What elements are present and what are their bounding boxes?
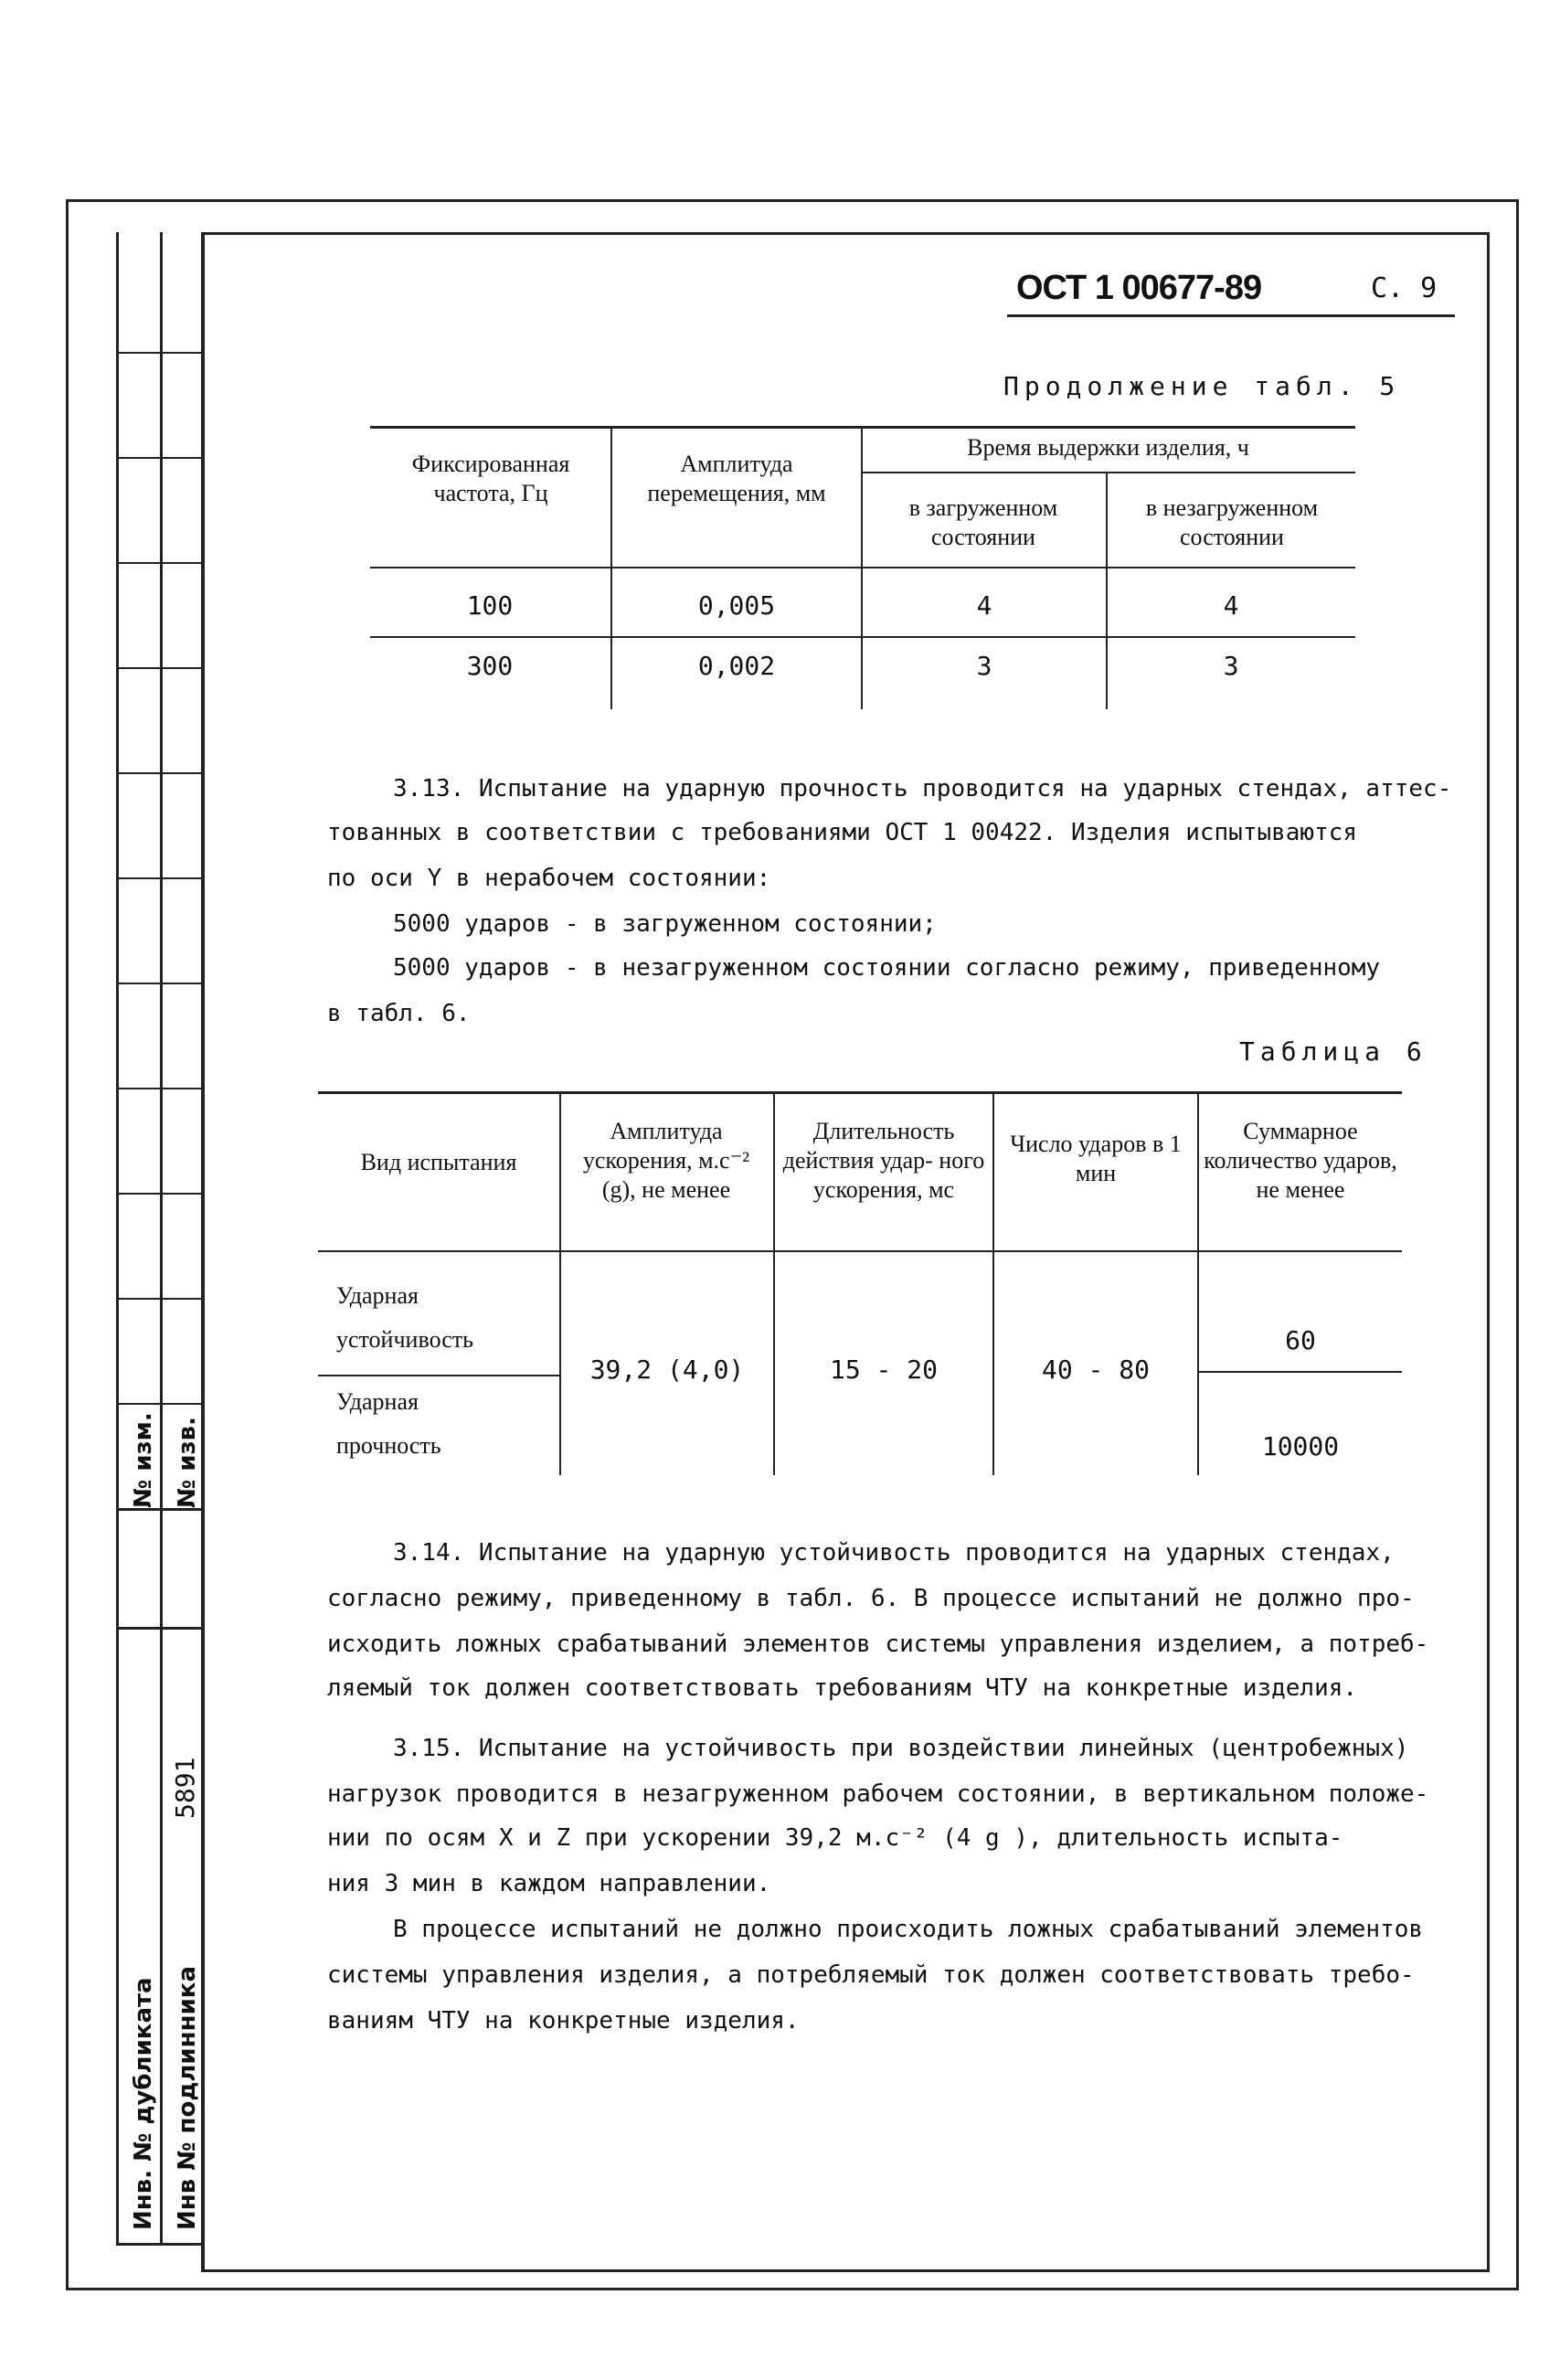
original-inventory-label: Инв № подлинника [174, 1966, 201, 2230]
table6-col-rule [992, 1091, 994, 1475]
row-impact-strength: Ударная [336, 1388, 419, 1415]
table6-total-stability: 60 [1285, 1325, 1316, 1355]
paragraph-line: нагрузок проводится в незагруженном рабочем состоянии, в вертикальном положе- [327, 1780, 1429, 1808]
paragraph-line: 3.13. Испытание на ударную прочность проводится на ударных стендах, аттес- [393, 775, 1452, 802]
table6-rule [318, 1250, 1402, 1252]
table6-header-duration: Длительность действия удар- ного ускорения, мс [782, 1118, 985, 1203]
table5-header-exposure-time: Время выдержки изделия, ч [967, 434, 1249, 461]
strip-rule [116, 877, 203, 879]
strip-divider [160, 232, 163, 2243]
table6-col-rule [773, 1091, 775, 1475]
row-impact-stability: Ударная [336, 1282, 419, 1309]
izm-label: № изм. [130, 1412, 157, 1508]
table5-cell: 3 [976, 651, 992, 681]
strip-divider [116, 232, 119, 2243]
izv-label: № изв. [174, 1417, 201, 1508]
table6-rule [318, 1375, 559, 1376]
row-impact-stability: устойчивость [336, 1326, 473, 1353]
table5-header-loaded: в загруженном состоянии [908, 494, 1058, 550]
table5-cell: 4 [976, 590, 992, 621]
table6-total-strength: 10000 [1261, 1431, 1340, 1461]
paragraph-line: согласно режиму, приведенному в табл. 6. В процессе испытаний не должно про- [327, 1585, 1415, 1612]
table5-cell: 0,005 [697, 590, 776, 621]
paragraph-line: в табл. 6. [327, 1000, 471, 1027]
strip-rule [116, 562, 203, 564]
paragraph-line: нии по осям X и Z при ускорении 39,2 м.с⁻² (4 g ), длительность испыта- [327, 1824, 1343, 1852]
table5-header-unloaded: в незагруженном состоянии [1145, 494, 1319, 550]
table6-rate-value: 40 - 80 [1041, 1355, 1150, 1385]
table6-rule [318, 1091, 1402, 1094]
table6-header-test-type: Вид испытания [360, 1149, 517, 1175]
table6-caption: Таблица 6 [1239, 1036, 1427, 1067]
strip-rule [116, 1193, 203, 1195]
strip-rule [116, 983, 203, 984]
original-inventory-number: 5891 [170, 1757, 200, 1819]
paragraph-line: по оси Y в нерабочем состоянии: [327, 865, 771, 892]
table5-cell: 3 [1223, 651, 1239, 681]
strip-bottom [116, 2243, 203, 2246]
paragraph-line: тованных в соответствии с требованиями ОСТ 1 00422. Изделия испытываются [327, 819, 1358, 846]
paragraph-line: В процессе испытаний не должно происходить ложных срабатываний элементов [393, 1916, 1424, 1943]
paragraph-line: 3.15. Испытание на устойчивость при воздействии линейных (центробежных) [393, 1735, 1409, 1762]
table6-rule [1197, 1371, 1402, 1373]
header-underline [1007, 314, 1455, 317]
table5-header-frequency: Фиксированная частота, Гц [411, 451, 570, 506]
table5-cell: 0,002 [697, 651, 776, 681]
strip-rule [116, 457, 203, 459]
table5-caption: Продолжение табл. 5 [1003, 371, 1401, 401]
paragraph-line: системы управления изделия, а потребляемый ток должен соответствовать требо- [327, 1961, 1415, 1989]
table5-rule [370, 426, 1355, 429]
table6-header-total: Суммарное количество ударов, не менее [1204, 1118, 1397, 1203]
table5-rule [370, 567, 1355, 568]
table6-col-rule [559, 1091, 561, 1475]
table6-duration-value: 15 - 20 [829, 1355, 938, 1385]
row-impact-strength: прочность [336, 1432, 441, 1459]
table6-header-rate: Число ударов в 1 мин [1010, 1131, 1182, 1186]
paragraph-line: 5000 ударов - в незагруженном состоянии согласно режиму, приведенному [393, 954, 1381, 982]
paragraph-line: ния 3 мин в каждом направлении. [327, 1870, 771, 1897]
strip-rule [116, 1627, 203, 1630]
table6-amplitude-value: 39,2 (4,0) [589, 1355, 745, 1385]
paragraph-line: исходить ложных срабатываний элементов системы управления изделием, а потреб- [327, 1631, 1429, 1658]
duplicate-inventory-label: Инв. № дубликата [130, 1977, 157, 2230]
paragraph-line: ваниям ЧТУ на конкретные изделия. [327, 2007, 800, 2035]
table5-rule [862, 472, 1355, 473]
strip-rule [116, 667, 203, 669]
paragraph-line: ляемый ток должен соответствовать требованиям ЧТУ на конкретные изделия. [327, 1674, 1358, 1702]
table5-cell: 100 [466, 590, 514, 621]
strip-rule [116, 1298, 203, 1300]
page-number: С. 9 [1371, 272, 1438, 304]
table6-col-rule [1197, 1091, 1199, 1475]
table5-rule [370, 636, 1355, 638]
table5-cell: 4 [1223, 590, 1239, 621]
table5-header-amplitude: Амплитуда перемещения, мм [647, 451, 826, 506]
strip-rule [116, 1508, 203, 1511]
table6-header-amplitude: Амплитуда ускорения, м.с⁻² (g), не менее [582, 1118, 750, 1203]
strip-rule [116, 772, 203, 774]
document-code: ОСТ 1 00677-89 [1016, 269, 1262, 307]
strip-rule [116, 1403, 203, 1405]
paragraph-line: 3.14. Испытание на ударную устойчивость проводится на ударных стендах, [393, 1539, 1395, 1567]
strip-rule [116, 1088, 203, 1089]
table5-cell: 300 [466, 651, 514, 681]
paragraph-line: 5000 ударов - в загруженном состоянии; [393, 910, 937, 938]
strip-rule [116, 352, 203, 354]
